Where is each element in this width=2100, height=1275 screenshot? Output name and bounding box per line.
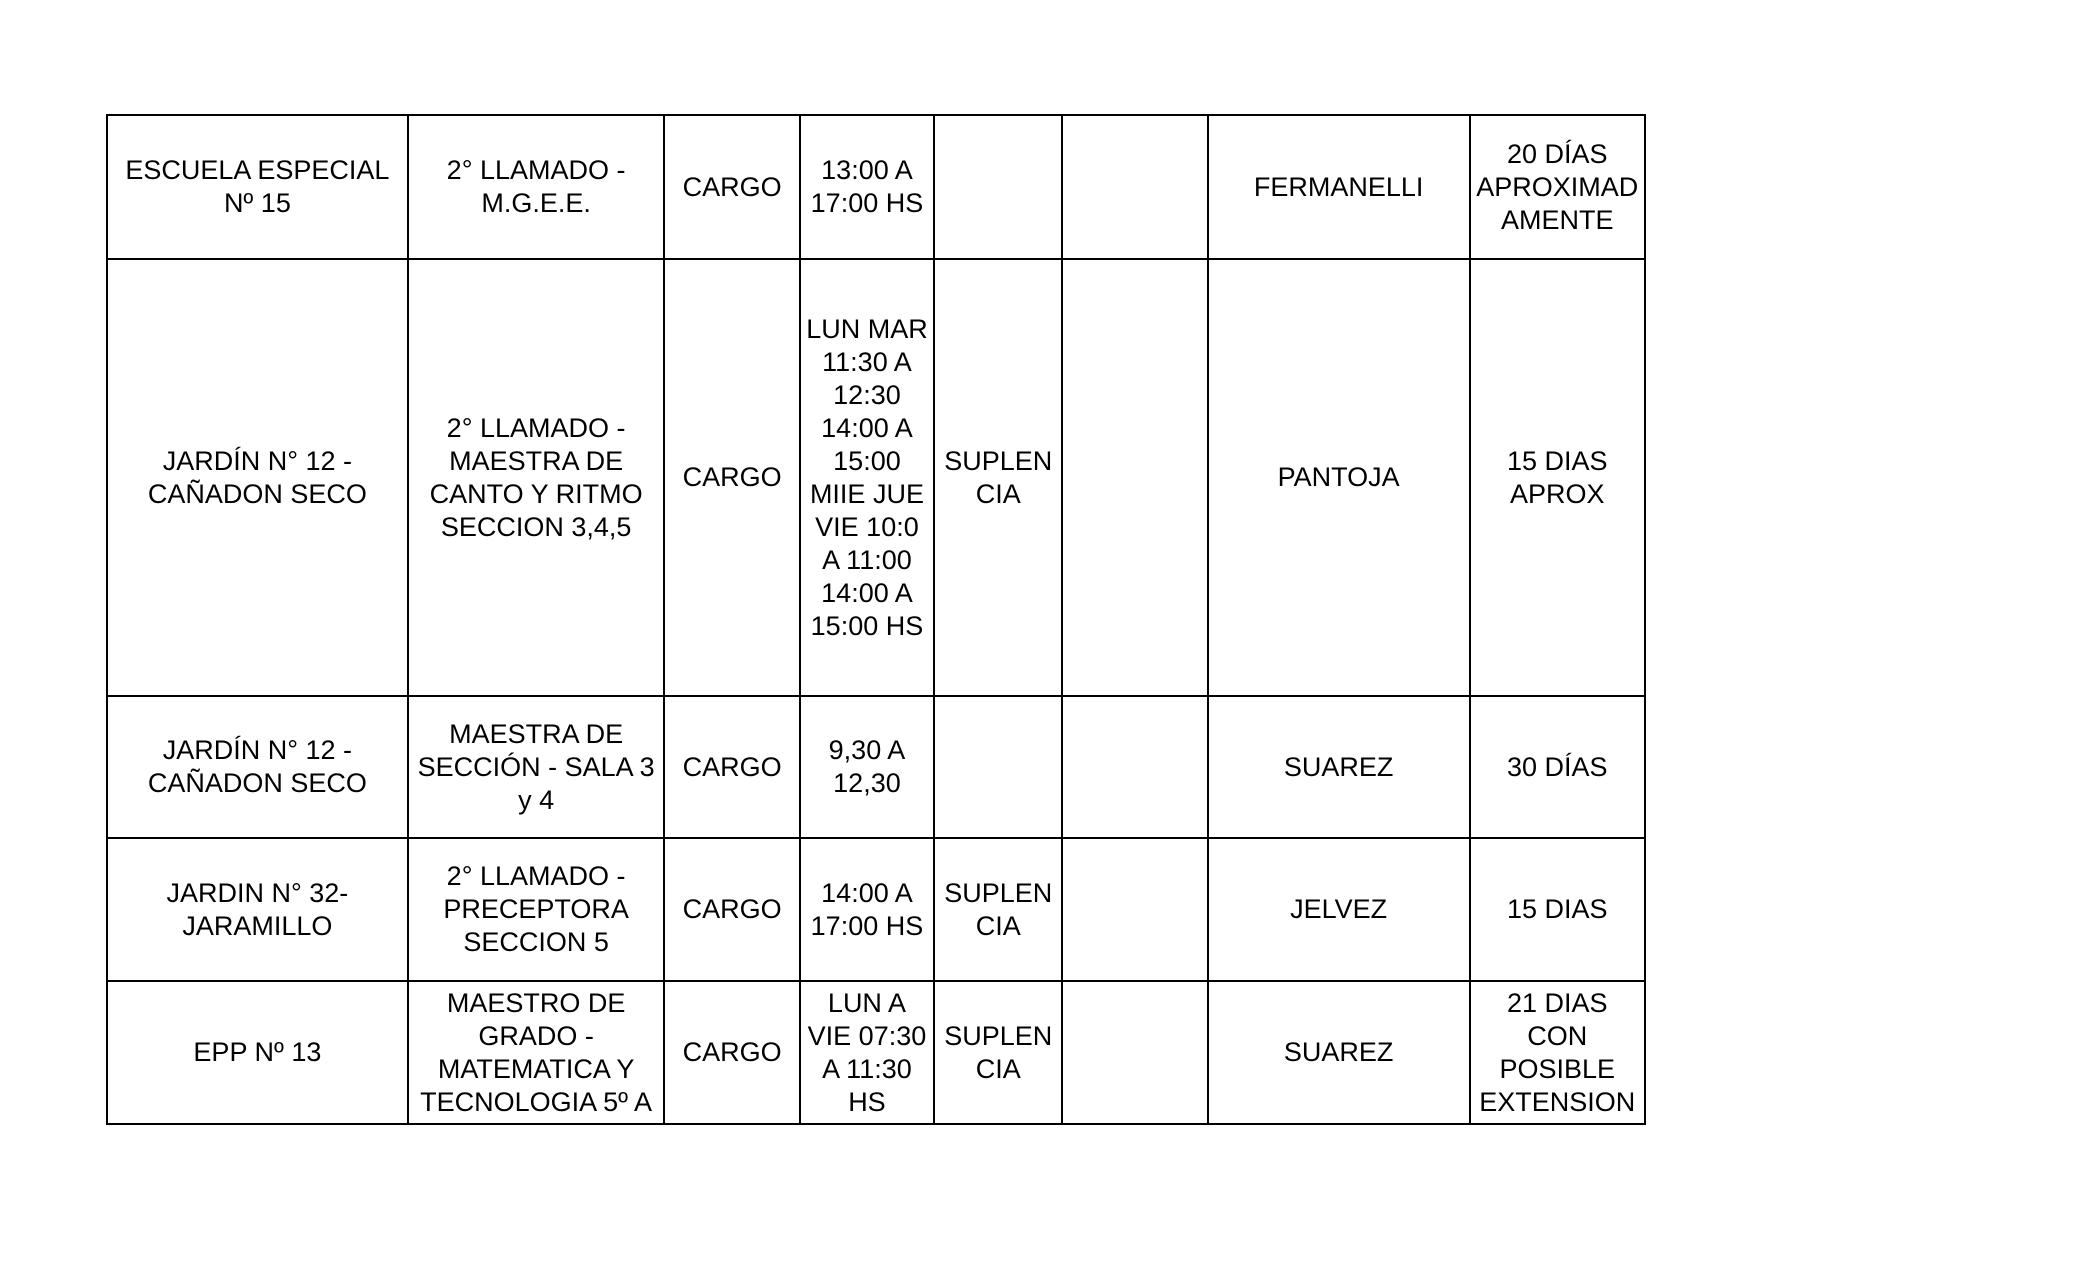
position-cell: MAESTRA DE SECCIÓN - SALA 3 y 4	[408, 696, 665, 838]
schedule-cell: LUN MAR 11:30 A 12:30 14:00 A 15:00 MIIE JUE VIE 10:0 A 11:00 14:00 A 15:00 HS	[800, 259, 934, 696]
schedule-cell: 9,30 A 12,30	[800, 696, 934, 838]
position-cell: 2° LLAMADO - MAESTRA DE CANTO Y RITMO SECCION 3,4,5	[408, 259, 665, 696]
position-cell: 2° LLAMADO - PRECEPTORA SECCION 5	[408, 838, 665, 981]
type-cell: CARGO	[664, 981, 799, 1124]
name-cell: PANTOJA	[1208, 259, 1470, 696]
extra-cell	[1062, 115, 1207, 259]
extra-cell	[1062, 981, 1207, 1124]
school-cell: ESCUELA ESPECIAL Nº 15	[107, 115, 408, 259]
type-cell: CARGO	[664, 115, 799, 259]
duration-cell: 15 DIAS APROX	[1470, 259, 1646, 696]
type-cell: CARGO	[664, 838, 799, 981]
position-cell: 2° LLAMADO - M.G.E.E.	[408, 115, 665, 259]
duration-cell: 30 DÍAS	[1470, 696, 1646, 838]
table-row	[107, 981, 1645, 1124]
character-cell: SUPLEN CIA	[934, 838, 1062, 981]
extra-cell	[1062, 259, 1207, 696]
character-cell: SUPLEN CIA	[934, 981, 1062, 1124]
extra-cell	[1062, 838, 1207, 981]
school-cell: JARDIN N° 32- JARAMILLO	[107, 838, 408, 981]
table-row	[107, 259, 1645, 696]
name-cell: JELVEZ	[1208, 838, 1470, 981]
vacancy-table	[106, 114, 1646, 1125]
extra-cell	[1062, 696, 1207, 838]
school-cell: JARDÍN N° 12 - CAÑADON SECO	[107, 259, 408, 696]
character-cell	[934, 115, 1062, 259]
character-cell: SUPLEN CIA	[934, 259, 1062, 696]
table-row	[107, 696, 1645, 838]
name-cell: SUAREZ	[1208, 696, 1470, 838]
name-cell: FERMANELLI	[1208, 115, 1470, 259]
school-cell: EPP Nº 13	[107, 981, 408, 1124]
table-row	[107, 838, 1645, 981]
duration-cell: 20 DÍAS APROXIMAD AMENTE	[1470, 115, 1646, 259]
schedule-cell: 14:00 A 17:00 HS	[800, 838, 934, 981]
duration-cell: 15 DIAS	[1470, 838, 1646, 981]
schedule-cell: 13:00 A 17:00 HS	[800, 115, 934, 259]
table-row	[107, 115, 1645, 259]
duration-cell: 21 DIAS CON POSIBLE EXTENSION	[1470, 981, 1646, 1124]
name-cell: SUAREZ	[1208, 981, 1470, 1124]
schedule-cell: LUN A VIE 07:30 A 11:30 HS	[800, 981, 934, 1124]
position-cell: MAESTRO DE GRADO - MATEMATICA Y TECNOLOGIA 5º A	[408, 981, 665, 1124]
school-cell: JARDÍN N° 12 - CAÑADON SECO	[107, 696, 408, 838]
character-cell	[934, 696, 1062, 838]
type-cell: CARGO	[664, 696, 799, 838]
type-cell: CARGO	[664, 259, 799, 696]
